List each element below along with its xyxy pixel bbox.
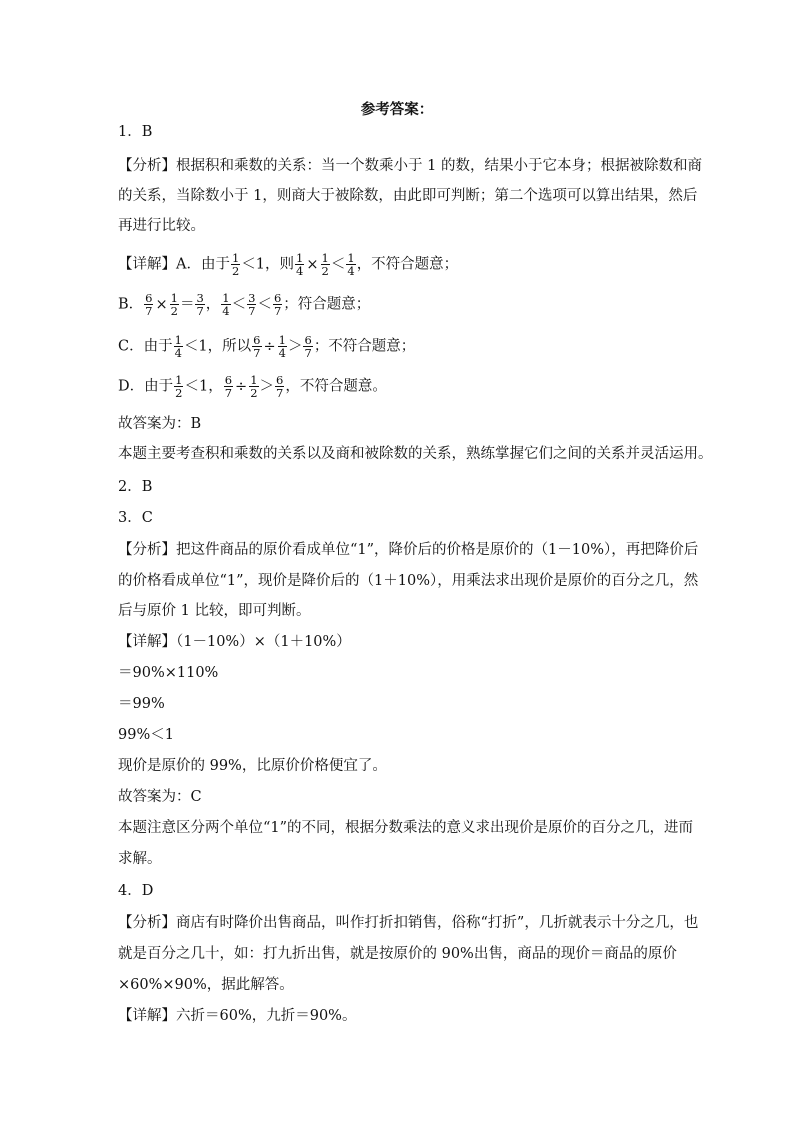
numerator: 3 (196, 291, 204, 305)
fraction (174, 374, 183, 399)
detail-text: 【详解】A．由于 (118, 256, 230, 273)
operator: ＜ (330, 256, 346, 273)
numerator: 1 (250, 373, 258, 387)
detail-text: B． (118, 296, 144, 313)
detail-text: ＜1，则 (241, 256, 295, 273)
denominator: 7 (224, 386, 233, 400)
detail-text: ；符合题意； (283, 296, 371, 313)
fraction (273, 292, 282, 317)
detail-text: ，不符合题意； (356, 256, 459, 273)
fraction (224, 374, 233, 399)
numerator: 1 (174, 333, 182, 347)
q1-detail-a (118, 252, 458, 277)
numerator: 6 (273, 291, 282, 305)
numerator: 1 (175, 373, 183, 387)
detail-text: ＜1， (184, 378, 223, 395)
q4-analysis-line-3: ×60%×90%，据此解答。 (118, 977, 294, 993)
q3-detail-line-4: 99%＜1 (118, 727, 174, 743)
fraction (252, 334, 261, 359)
numerator: 6 (145, 291, 153, 305)
fraction (170, 292, 179, 317)
q4-analysis-line-2: 就是百分之几十，如：打九折出售，就是按原价的 90%出售，商品的现价＝商品的原价 (118, 946, 677, 962)
detail-text: D．由于 (118, 378, 174, 395)
numerator: 1 (278, 333, 286, 347)
denominator: 4 (296, 264, 304, 278)
q2-number: 2．B (118, 479, 153, 495)
q1-analysis-line-3: 再进行比较。 (118, 218, 205, 234)
q1-detail-c (118, 334, 415, 359)
q3-summary-line-2: 求解。 (118, 851, 162, 867)
page-title: 参考答案： (360, 101, 434, 118)
q1-answer: 故答案为：B (118, 416, 202, 432)
fraction (346, 252, 355, 277)
fraction (231, 252, 240, 277)
q3-detail-line-2: ＝90%×110% (118, 665, 219, 681)
numerator: 1 (347, 251, 355, 265)
operator: ＝ (179, 296, 195, 313)
numerator: 1 (296, 251, 304, 265)
q3-analysis-line-3: 后与原价 1 比较，即可判断。 (118, 603, 311, 619)
q1-analysis-line-2: 的关系，当除数小于 1，则商大于被除数，由此即可判断；第二个选项可以算出结果，然后 (118, 188, 698, 204)
q1-detail-b (118, 292, 370, 317)
q3-detail-line-1: 【详解】（1－10%）×（1＋10%） (118, 634, 351, 650)
numerator: 1 (222, 291, 230, 305)
detail-text: ；不符合题意； (313, 338, 416, 355)
fraction (303, 334, 312, 359)
detail-text: ，不符合题意。 (285, 378, 387, 395)
q1-number: 1．B (118, 124, 153, 140)
denominator: 4 (222, 304, 230, 318)
fraction (221, 292, 230, 317)
denominator: 4 (278, 346, 286, 360)
q1-detail-d (118, 374, 387, 399)
detail-text: C．由于 (118, 338, 173, 355)
denominator: 7 (276, 386, 284, 400)
q3-detail-line-5: 现价是原价的 99%，比原价价格便宜了。 (118, 758, 387, 774)
q3-detail-line-3: ＝99% (118, 696, 165, 712)
operator: × (306, 256, 319, 273)
denominator: 7 (196, 304, 204, 318)
q3-summary-line-1: 本题注意区分两个单位“1”的不同，根据分数乘法的意义求出现价是原价的百分之几，进而 (118, 820, 694, 836)
denominator: 2 (321, 264, 329, 278)
fraction (174, 334, 183, 359)
operator: ＞ (259, 378, 275, 395)
fraction (278, 334, 287, 359)
detail-text: ＜1，所以 (183, 338, 252, 355)
fraction (144, 292, 153, 317)
q3-number: 3．C (118, 510, 153, 526)
q4-detail: 【详解】六折＝60%，九折＝90%。 (118, 1008, 357, 1024)
denominator: 2 (231, 264, 240, 278)
q1-summary: 本题主要考查积和乘数的关系以及商和被除数的关系，熟练掌握它们之间的关系并灵活运用。 (118, 446, 713, 462)
numerator: 6 (224, 373, 233, 387)
denominator: 7 (248, 304, 256, 318)
q1-analysis-line-1: 【分析】根据积和乘数的关系：当一个数乘小于 1 的数，结果小于它本身；根据被除数和商 (118, 158, 702, 174)
operator: × (155, 296, 168, 313)
fraction (249, 374, 258, 399)
operator: ÷ (235, 378, 248, 395)
numerator: 3 (248, 291, 256, 305)
numerator: 6 (253, 333, 261, 347)
denominator: 2 (175, 386, 183, 400)
q3-analysis-line-1: 【分析】把这件商品的原价看成单位“1”，降价后的价格是原价的（1－10%），再把降价后 (118, 542, 699, 558)
operator: ＜ (231, 296, 247, 313)
denominator: 2 (170, 304, 178, 318)
denominator: 4 (174, 346, 182, 360)
fraction (275, 374, 284, 399)
numerator: 1 (321, 251, 329, 265)
detail-text: ， (205, 296, 221, 313)
fraction (247, 292, 256, 317)
q4-number: 4．D (118, 883, 154, 899)
denominator: 2 (250, 386, 258, 400)
numerator: 6 (304, 333, 312, 347)
denominator: 4 (347, 264, 355, 278)
operator: ÷ (263, 338, 276, 355)
q3-answer: 故答案为：C (118, 789, 202, 805)
denominator: 7 (253, 346, 261, 360)
operator: ＞ (287, 338, 303, 355)
denominator: 7 (304, 346, 312, 360)
denominator: 7 (145, 304, 153, 318)
q3-analysis-line-2: 的价格看成单位“1”，现价是降价后的（1＋10%），用乘法求出现价是原价的百分之几，然 (118, 573, 699, 589)
operator: ＜ (257, 296, 272, 313)
numerator: 6 (276, 373, 284, 387)
fraction (321, 252, 330, 277)
fraction (195, 292, 204, 317)
numerator: 1 (170, 291, 178, 305)
fraction (295, 252, 304, 277)
q4-analysis-line-1: 【分析】商店有时降价出售商品，叫作打折扣销售，俗称“打折”，几折就表示十分之几，也 (118, 915, 699, 931)
numerator: 1 (231, 251, 240, 265)
denominator: 7 (273, 304, 282, 318)
